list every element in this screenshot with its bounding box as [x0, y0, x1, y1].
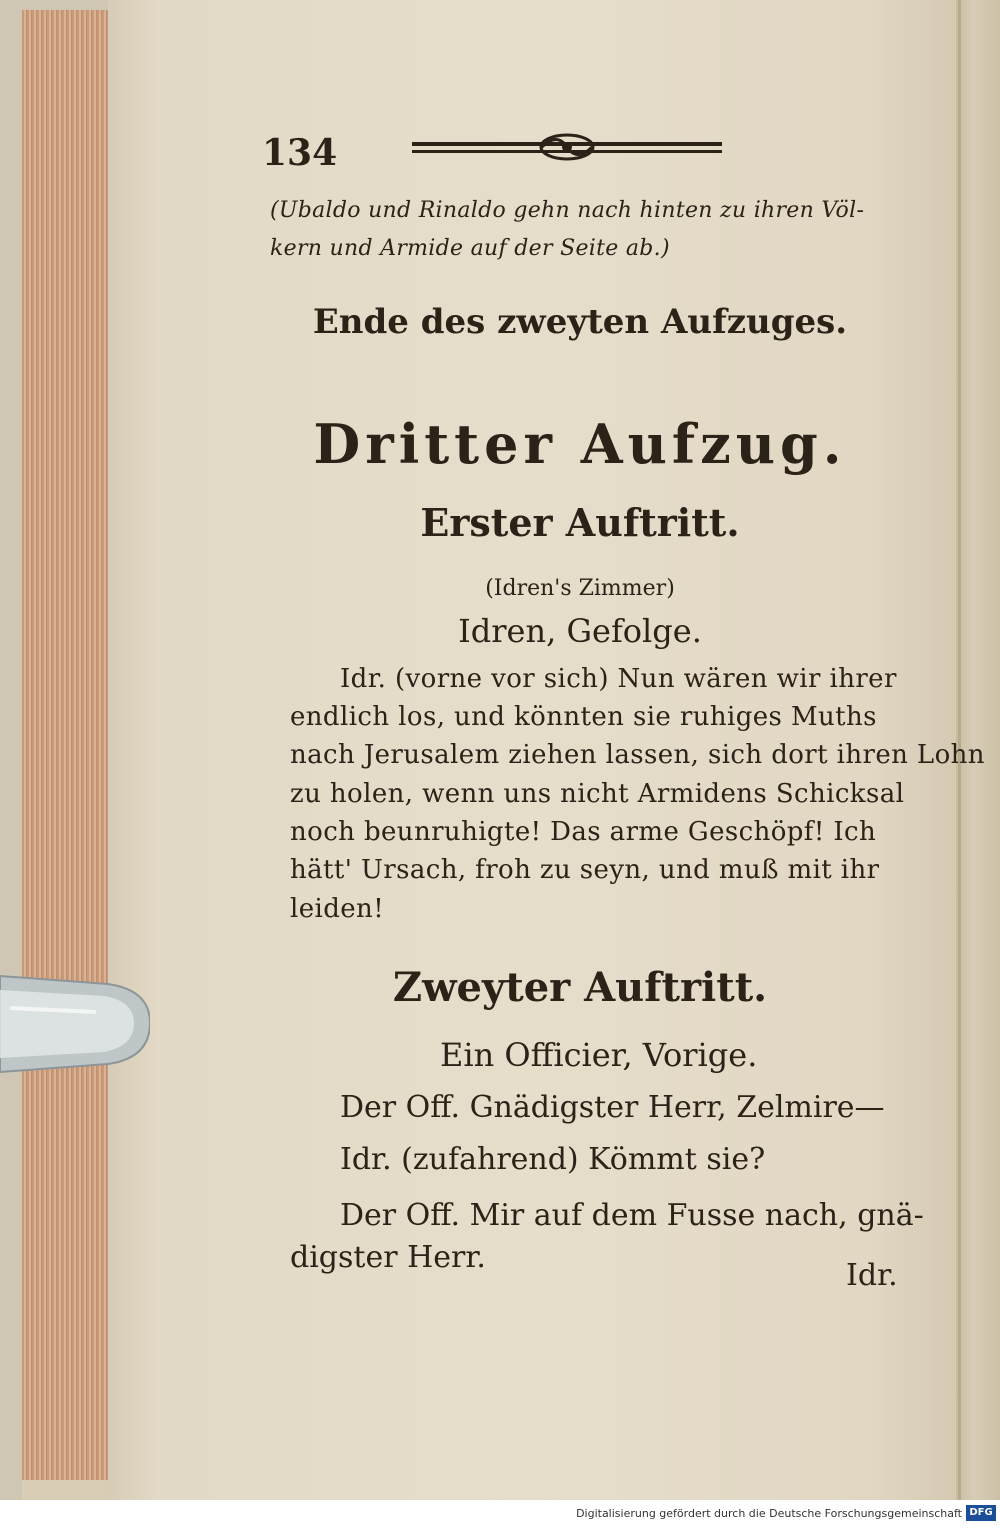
stage-direction-line-2: kern und Armide auf der Seite ab.) [270, 236, 670, 261]
digitization-footer [0, 1500, 1000, 1528]
scene-2-persons: Ein Officier, Vorige. [440, 1036, 758, 1074]
funding-credit: Digitalisierung gefördert durch die Deutsche Forschungsgemeinschaft [576, 1507, 962, 1520]
act-title: Dritter Aufzug. [313, 412, 847, 476]
dfg-logo-icon: DFG [966, 1505, 996, 1521]
page-number: 134 [262, 132, 338, 174]
speech-line: leiden! [290, 894, 385, 924]
scene-1-persons: Idren, Gefolge. [458, 612, 702, 650]
stage-direction-line-1: (Ubaldo und Rinaldo gehn nach hinten zu ihren Völ- [270, 198, 865, 223]
speech-line: endlich los, und könnten sie ruhiges Muths [290, 702, 877, 732]
ornament-rule [412, 128, 722, 168]
speech-line: noch beunruhigte! Das arme Geschöpf! Ich [290, 817, 877, 847]
catchword: Idr. [846, 1258, 898, 1293]
scene-1-location: (Idren's Zimmer) [485, 576, 675, 601]
speech-line: zu holen, wenn uns nicht Armidens Schicksal [290, 779, 905, 809]
dialogue-line: Der Off. Gnädigster Herr, Zelmire— [340, 1090, 885, 1125]
dialogue-line: Der Off. Mir auf dem Fusse nach, gnä- [340, 1198, 924, 1233]
scene-1-title: Erster Auftritt. [420, 500, 740, 545]
speech-line: nach Jerusalem ziehen lassen, sich dort ihren Lohn [290, 740, 985, 770]
speech-line: hätt' Ursach, froh zu seyn, und muß mit ihr [290, 855, 880, 885]
page-clip [0, 968, 150, 1078]
page-stack-edge [22, 10, 111, 1480]
dialogue-line: Idr. (zufahrend) Kömmt sie? [340, 1142, 766, 1177]
dialogue-line: digster Herr. [290, 1240, 486, 1275]
end-of-act-heading: Ende des zweyten Aufzuges. [312, 302, 848, 342]
speech-line: Idr. (vorne vor sich) Nun wären wir ihrer [340, 664, 897, 694]
scene-2-title: Zweyter Auftritt. [392, 964, 768, 1011]
